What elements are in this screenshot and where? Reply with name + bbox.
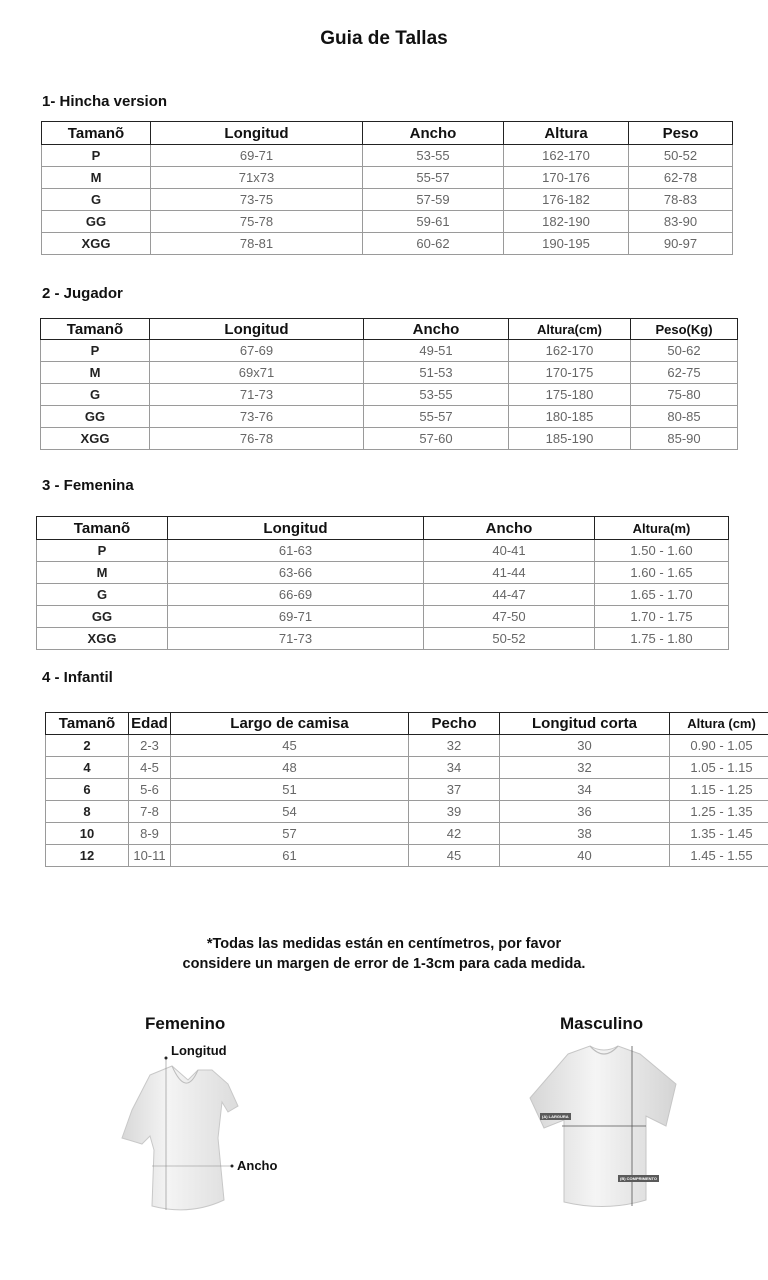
table-cell: 45 bbox=[409, 845, 500, 867]
section-title-femenina: 3 - Femenina bbox=[42, 477, 134, 494]
size-cell: XGG bbox=[42, 233, 151, 255]
header-height: Altura(m) bbox=[595, 517, 729, 540]
table-row bbox=[42, 167, 733, 189]
table-cell: 48 bbox=[171, 757, 409, 779]
header-length: Longitud bbox=[150, 319, 364, 340]
table-cell: 7-8 bbox=[129, 801, 171, 823]
table-cell: 162-170 bbox=[504, 145, 629, 167]
table-cell: 90-97 bbox=[629, 233, 733, 255]
table-row bbox=[41, 406, 738, 428]
table-cell: 1.45 - 1.55 bbox=[670, 845, 768, 867]
section-title-jugador: 2 - Jugador bbox=[42, 285, 123, 302]
table-cell: 190-195 bbox=[504, 233, 629, 255]
size-cell: GG bbox=[37, 606, 168, 628]
table-cell: 175-180 bbox=[509, 384, 631, 406]
female-shirt-icon bbox=[110, 1040, 310, 1220]
header-short-length: Longitud corta bbox=[500, 713, 670, 735]
table-row bbox=[41, 428, 738, 450]
male-width-tag: (A) LARGURA bbox=[542, 1114, 569, 1119]
table-cell: 59-61 bbox=[363, 211, 504, 233]
table-row bbox=[46, 735, 768, 757]
size-cell: XGG bbox=[37, 628, 168, 650]
table-cell: 57 bbox=[171, 823, 409, 845]
table-cell: 30 bbox=[500, 735, 670, 757]
table-cell: 36 bbox=[500, 801, 670, 823]
table-cell: 57-60 bbox=[364, 428, 509, 450]
table-cell: 57-59 bbox=[363, 189, 504, 211]
table-cell: 1.60 - 1.65 bbox=[595, 562, 729, 584]
table-row bbox=[46, 757, 768, 779]
table-cell: 1.65 - 1.70 bbox=[595, 584, 729, 606]
size-cell: G bbox=[42, 189, 151, 211]
header-width: Ancho bbox=[363, 122, 504, 145]
table-cell: 45 bbox=[171, 735, 409, 757]
section-title-infantil: 4 - Infantil bbox=[42, 669, 113, 686]
table-cell: 1.70 - 1.75 bbox=[595, 606, 729, 628]
size-table-jugador bbox=[40, 318, 738, 450]
size-cell: G bbox=[37, 584, 168, 606]
table-cell: 62-78 bbox=[629, 167, 733, 189]
table-row bbox=[41, 362, 738, 384]
table-cell: 180-185 bbox=[509, 406, 631, 428]
table-cell: 176-182 bbox=[504, 189, 629, 211]
header-weight: Peso bbox=[629, 122, 733, 145]
table-cell: 50-52 bbox=[424, 628, 595, 650]
table-cell: 78-83 bbox=[629, 189, 733, 211]
header-chest: Pecho bbox=[409, 713, 500, 735]
table-cell: 75-78 bbox=[151, 211, 363, 233]
header-width: Ancho bbox=[364, 319, 509, 340]
table-row bbox=[37, 562, 729, 584]
table-cell: 42 bbox=[409, 823, 500, 845]
header-age: Edad bbox=[129, 713, 171, 735]
table-cell: 51-53 bbox=[364, 362, 509, 384]
size-cell: 2 bbox=[46, 735, 129, 757]
table-cell: 0.90 - 1.05 bbox=[670, 735, 768, 757]
table-cell: 1.75 - 1.80 bbox=[595, 628, 729, 650]
size-cell: P bbox=[37, 540, 168, 562]
size-table-femenina bbox=[36, 516, 729, 650]
table-cell: 50-52 bbox=[629, 145, 733, 167]
table-cell: 1.15 - 1.25 bbox=[670, 779, 768, 801]
size-cell: P bbox=[42, 145, 151, 167]
female-diagram-title: Femenino bbox=[145, 1014, 226, 1033]
table-row bbox=[37, 584, 729, 606]
table-row bbox=[42, 189, 733, 211]
size-cell: XGG bbox=[41, 428, 150, 450]
size-cell: P bbox=[41, 340, 150, 362]
header-width: Ancho bbox=[424, 517, 595, 540]
table-cell: 50-62 bbox=[631, 340, 738, 362]
table-cell: 5-6 bbox=[129, 779, 171, 801]
table-cell: 4-5 bbox=[129, 757, 171, 779]
header-height: Altura bbox=[504, 122, 629, 145]
header-size: Tamanõ bbox=[37, 517, 168, 540]
table-cell: 76-78 bbox=[150, 428, 364, 450]
size-cell: M bbox=[41, 362, 150, 384]
page-title: Guia de Tallas bbox=[320, 28, 448, 49]
table-cell: 34 bbox=[500, 779, 670, 801]
note-line-1: *Todas las medidas están en centímetros, por favor bbox=[206, 936, 562, 952]
header-size: Tamanõ bbox=[46, 713, 129, 735]
male-shirt-icon bbox=[520, 1040, 690, 1215]
table-cell: 32 bbox=[500, 757, 670, 779]
table-cell: 66-69 bbox=[168, 584, 424, 606]
table-row bbox=[41, 340, 738, 362]
table-cell: 47-50 bbox=[424, 606, 595, 628]
table-cell: 34 bbox=[409, 757, 500, 779]
table-row bbox=[46, 823, 768, 845]
table-cell: 80-85 bbox=[631, 406, 738, 428]
size-cell: 6 bbox=[46, 779, 129, 801]
size-cell: 8 bbox=[46, 801, 129, 823]
table-cell: 60-62 bbox=[363, 233, 504, 255]
table-cell: 10-11 bbox=[129, 845, 171, 867]
table-cell: 40 bbox=[500, 845, 670, 867]
header-weight: Peso(Kg) bbox=[631, 319, 738, 340]
header-height: Altura(cm) bbox=[509, 319, 631, 340]
header-size: Tamanõ bbox=[42, 122, 151, 145]
table-cell: 44-47 bbox=[424, 584, 595, 606]
table-row bbox=[46, 801, 768, 823]
size-cell: 10 bbox=[46, 823, 129, 845]
table-row bbox=[42, 145, 733, 167]
table-cell: 62-75 bbox=[631, 362, 738, 384]
size-cell: M bbox=[42, 167, 151, 189]
table-cell: 53-55 bbox=[364, 384, 509, 406]
size-cell: G bbox=[41, 384, 150, 406]
male-length-tag: (B) COMPRIMENTO bbox=[620, 1176, 658, 1181]
table-cell: 69x71 bbox=[150, 362, 364, 384]
table-cell: 2-3 bbox=[129, 735, 171, 757]
table-cell: 170-175 bbox=[509, 362, 631, 384]
table-cell: 185-190 bbox=[509, 428, 631, 450]
table-cell: 1.05 - 1.15 bbox=[670, 757, 768, 779]
female-width-label: Ancho bbox=[237, 1158, 278, 1173]
table-cell: 54 bbox=[171, 801, 409, 823]
header-height: Altura (cm) bbox=[670, 713, 768, 735]
size-cell: M bbox=[37, 562, 168, 584]
table-row bbox=[42, 211, 733, 233]
table-cell: 67-69 bbox=[150, 340, 364, 362]
table-cell: 1.50 - 1.60 bbox=[595, 540, 729, 562]
table-cell: 85-90 bbox=[631, 428, 738, 450]
size-cell: GG bbox=[42, 211, 151, 233]
table-row bbox=[37, 606, 729, 628]
female-length-label: Longitud bbox=[171, 1043, 227, 1058]
table-row bbox=[41, 384, 738, 406]
table-cell: 49-51 bbox=[364, 340, 509, 362]
table-cell: 182-190 bbox=[504, 211, 629, 233]
table-cell: 71x73 bbox=[151, 167, 363, 189]
table-cell: 32 bbox=[409, 735, 500, 757]
male-shirt-diagram bbox=[520, 1040, 690, 1215]
table-cell: 162-170 bbox=[509, 340, 631, 362]
size-cell: GG bbox=[41, 406, 150, 428]
size-cell: 12 bbox=[46, 845, 129, 867]
table-cell: 69-71 bbox=[151, 145, 363, 167]
table-cell: 55-57 bbox=[364, 406, 509, 428]
table-cell: 1.25 - 1.35 bbox=[670, 801, 768, 823]
table-cell: 55-57 bbox=[363, 167, 504, 189]
header-size: Tamanõ bbox=[41, 319, 150, 340]
header-length: Longitud bbox=[151, 122, 363, 145]
table-cell: 63-66 bbox=[168, 562, 424, 584]
note-line-2: considere un margen de error de 1-3cm para cada medida. bbox=[182, 956, 586, 972]
table-row bbox=[46, 845, 768, 867]
table-cell: 1.35 - 1.45 bbox=[670, 823, 768, 845]
table-cell: 61 bbox=[171, 845, 409, 867]
table-row bbox=[46, 779, 768, 801]
table-row bbox=[42, 233, 733, 255]
size-table-infantil bbox=[45, 712, 768, 867]
size-table-hincha bbox=[41, 121, 733, 255]
measurement-note bbox=[0, 934, 768, 974]
table-row bbox=[37, 628, 729, 650]
table-cell: 78-81 bbox=[151, 233, 363, 255]
table-cell: 39 bbox=[409, 801, 500, 823]
table-cell: 61-63 bbox=[168, 540, 424, 562]
table-cell: 8-9 bbox=[129, 823, 171, 845]
size-cell: 4 bbox=[46, 757, 129, 779]
female-shirt-diagram bbox=[110, 1040, 310, 1220]
table-cell: 41-44 bbox=[424, 562, 595, 584]
table-cell: 38 bbox=[500, 823, 670, 845]
table-cell: 37 bbox=[409, 779, 500, 801]
table-cell: 73-76 bbox=[150, 406, 364, 428]
header-length: Longitud bbox=[168, 517, 424, 540]
table-cell: 75-80 bbox=[631, 384, 738, 406]
header-shirt-length: Largo de camisa bbox=[171, 713, 409, 735]
table-cell: 53-55 bbox=[363, 145, 504, 167]
table-cell: 170-176 bbox=[504, 167, 629, 189]
table-cell: 71-73 bbox=[150, 384, 364, 406]
section-title-hincha: 1- Hincha version bbox=[42, 93, 168, 110]
table-cell: 83-90 bbox=[629, 211, 733, 233]
male-diagram-title: Masculino bbox=[560, 1014, 644, 1033]
table-row bbox=[37, 540, 729, 562]
table-cell: 71-73 bbox=[168, 628, 424, 650]
table-cell: 51 bbox=[171, 779, 409, 801]
table-cell: 40-41 bbox=[424, 540, 595, 562]
table-cell: 69-71 bbox=[168, 606, 424, 628]
table-cell: 73-75 bbox=[151, 189, 363, 211]
